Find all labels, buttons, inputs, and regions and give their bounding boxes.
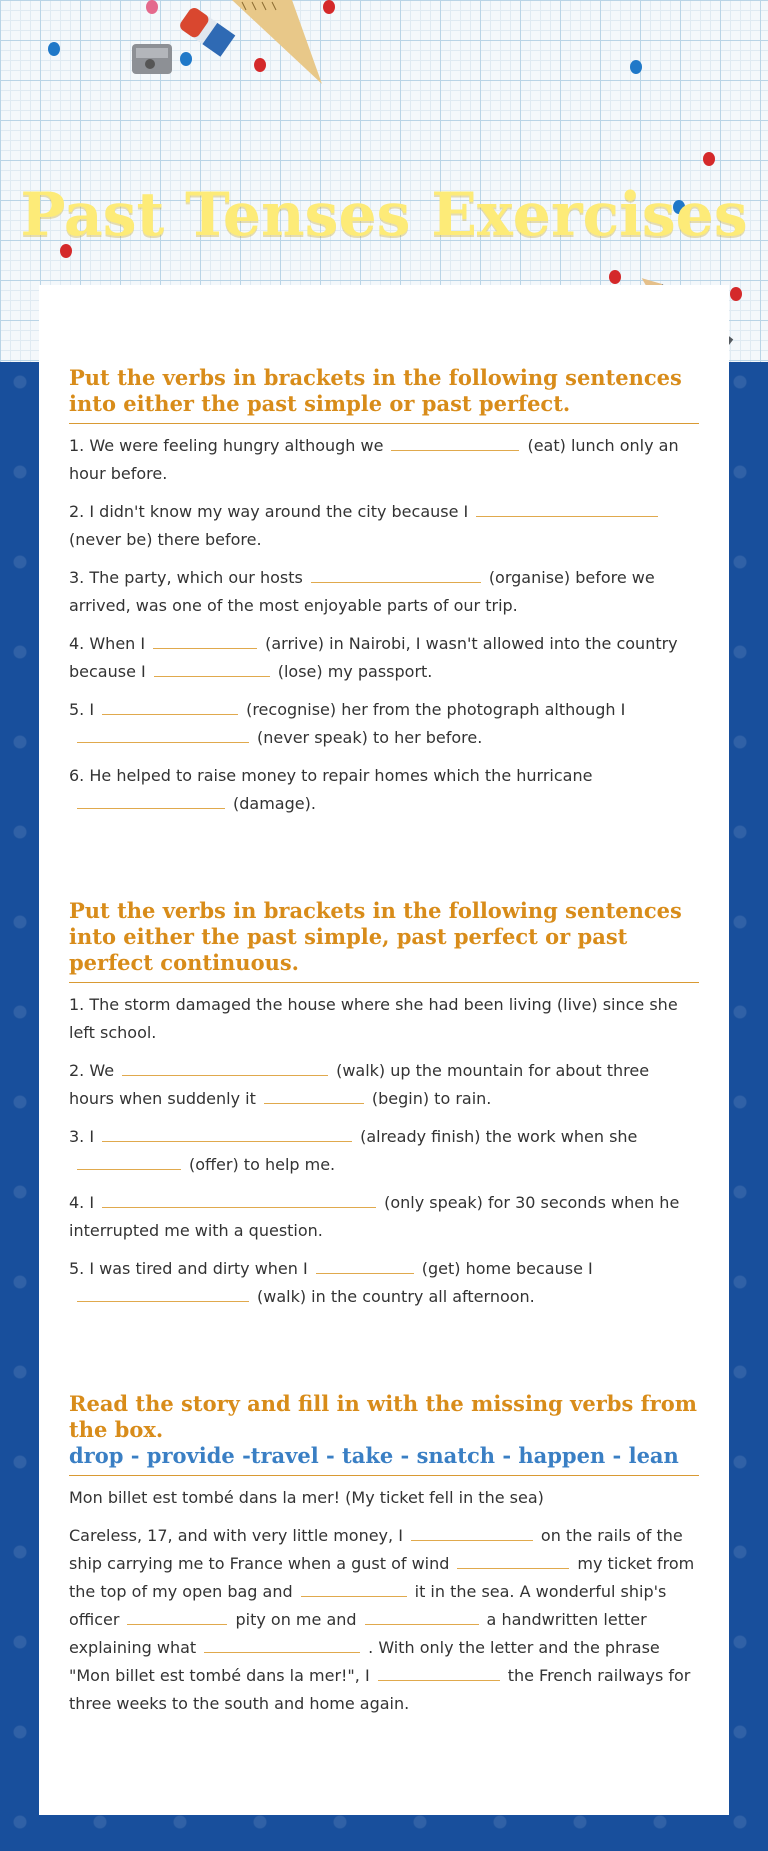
answer-blank[interactable] xyxy=(365,1606,479,1625)
sentence-text: 3. The party, which our hosts xyxy=(69,568,303,587)
section-heading-text: Read the story and fill in with the missing verbs from the box. xyxy=(69,1391,697,1442)
story-text: pity on me and xyxy=(235,1610,357,1629)
answer-blank[interactable] xyxy=(378,1662,500,1681)
story-text: a handwritten letter explaining what xyxy=(69,1610,647,1657)
sentence-text: 5. I was tired and dirty when I xyxy=(69,1259,308,1278)
answer-blank[interactable] xyxy=(77,1283,249,1302)
sentence-1 xyxy=(69,432,699,488)
confetti-dot xyxy=(730,287,742,301)
exercise-section-2 xyxy=(69,898,699,1311)
page-title: Past Tenses Exercises xyxy=(20,180,748,251)
answer-blank[interactable] xyxy=(102,696,238,715)
sentence-3 xyxy=(69,564,699,620)
sentence-text: (organise) before we arrived, was one of the most enjoyable parts of our trip. xyxy=(69,568,655,615)
confetti-dot xyxy=(630,60,642,74)
sentence-text: (arrive) in Nairobi, I wasn't allowed into the country because I xyxy=(69,634,678,681)
story-paragraph xyxy=(69,1522,699,1718)
answer-blank[interactable] xyxy=(77,790,225,809)
sentence-text: (already finish) the work when she xyxy=(360,1127,638,1146)
confetti-dot xyxy=(180,52,192,66)
sentence-5 xyxy=(69,1255,699,1311)
section-heading: Put the verbs in brackets in the following sentences into either the past simple, past perfect or past perfect continuous. xyxy=(69,898,699,983)
answer-blank[interactable] xyxy=(316,1255,414,1274)
sentence-text: (get) home because I xyxy=(421,1259,593,1278)
answer-blank[interactable] xyxy=(204,1634,360,1653)
answer-blank[interactable] xyxy=(391,432,519,451)
sentence-text: (only speak) for 30 seconds when he interrupted me with a question. xyxy=(69,1193,680,1240)
sentence-text: (never speak) to her before. xyxy=(257,728,483,747)
sentence-text: 6. He helped to raise money to repair homes which the hurricane xyxy=(69,766,593,785)
answer-blank[interactable] xyxy=(153,630,257,649)
confetti-dot xyxy=(609,270,621,284)
story-text: . With only the letter and the phrase "Mon billet est tombé dans la mer!", I xyxy=(69,1638,660,1685)
sentence-text: (lose) my passport. xyxy=(277,662,433,681)
confetti-dot xyxy=(254,58,266,72)
sentence-2 xyxy=(69,498,699,554)
sentence-text: (begin) to rain. xyxy=(371,1089,492,1108)
exercise-section-1 xyxy=(69,365,699,818)
section-heading xyxy=(69,1391,699,1476)
sentence-text: 3. I xyxy=(69,1127,95,1146)
sentence-text: (walk) up the mountain for about three hours when suddenly it xyxy=(69,1061,650,1108)
answer-blank[interactable] xyxy=(411,1522,533,1541)
story-text: on the rails of the ship carrying me to France when a gust of wind xyxy=(69,1526,683,1573)
confetti-dot xyxy=(703,152,715,166)
answer-blank[interactable] xyxy=(122,1057,328,1076)
sentence-text: (eat) lunch only an hour before. xyxy=(69,436,679,483)
sentence-6 xyxy=(69,762,699,818)
answer-blank[interactable] xyxy=(311,564,481,583)
sentence-1 xyxy=(69,991,699,1047)
answer-blank[interactable] xyxy=(77,1151,181,1170)
sentence-4 xyxy=(69,630,699,686)
sentence-text: 1. The storm damaged the house where she had been living (live) since she left school. xyxy=(69,995,678,1042)
answer-blank[interactable] xyxy=(476,498,658,517)
story-text: Careless, 17, and with very little money, I xyxy=(69,1526,403,1545)
confetti-dot xyxy=(323,0,335,14)
sentence-text: (damage). xyxy=(233,794,316,813)
sentence-text: (walk) in the country all afternoon. xyxy=(257,1287,535,1306)
verb-box: drop - provide -travel - take - snatch - happen - lean xyxy=(69,1443,679,1468)
confetti-dot xyxy=(146,0,158,14)
answer-blank[interactable] xyxy=(301,1578,407,1597)
sentence-4 xyxy=(69,1189,699,1245)
sentence-text: 5. I xyxy=(69,700,95,719)
answer-blank[interactable] xyxy=(127,1606,227,1625)
answer-blank[interactable] xyxy=(77,724,249,743)
sentence-text: (offer) to help me. xyxy=(189,1155,336,1174)
sentence-text: 4. I xyxy=(69,1193,95,1212)
answer-blank[interactable] xyxy=(457,1550,569,1569)
answer-blank[interactable] xyxy=(102,1189,376,1208)
story-subtitle: Mon billet est tombé dans la mer! (My ticket fell in the sea) xyxy=(69,1488,544,1507)
sentence-3 xyxy=(69,1123,699,1179)
answer-blank[interactable] xyxy=(154,658,270,677)
answer-blank[interactable] xyxy=(102,1123,352,1142)
story-text: the French railways for three weeks to the south and home again. xyxy=(69,1666,691,1713)
sentence-text: (recognise) her from the photograph although I xyxy=(246,700,626,719)
sentence-5 xyxy=(69,696,699,752)
sentence-text: (never be) there before. xyxy=(69,530,262,549)
story-text: my ticket from the top of my open bag and xyxy=(69,1554,695,1601)
sentence-text: 1. We were feeling hungry although we xyxy=(69,436,384,455)
exercise-section-3 xyxy=(69,1391,699,1718)
story-text: it in the sea. A wonderful ship's officer xyxy=(69,1582,667,1629)
answer-blank[interactable] xyxy=(264,1085,364,1104)
sentence-text: 2. I didn't know my way around the city because I xyxy=(69,502,469,521)
sentence-text: 2. We xyxy=(69,1061,115,1080)
worksheet-card xyxy=(39,285,729,1815)
ruler-icon xyxy=(232,0,328,88)
sentence-2 xyxy=(69,1057,699,1113)
section-heading: Put the verbs in brackets in the following sentences into either the past simple or past perfect. xyxy=(69,365,699,424)
confetti-dot xyxy=(48,42,60,56)
sentence-text: 4. When I xyxy=(69,634,146,653)
